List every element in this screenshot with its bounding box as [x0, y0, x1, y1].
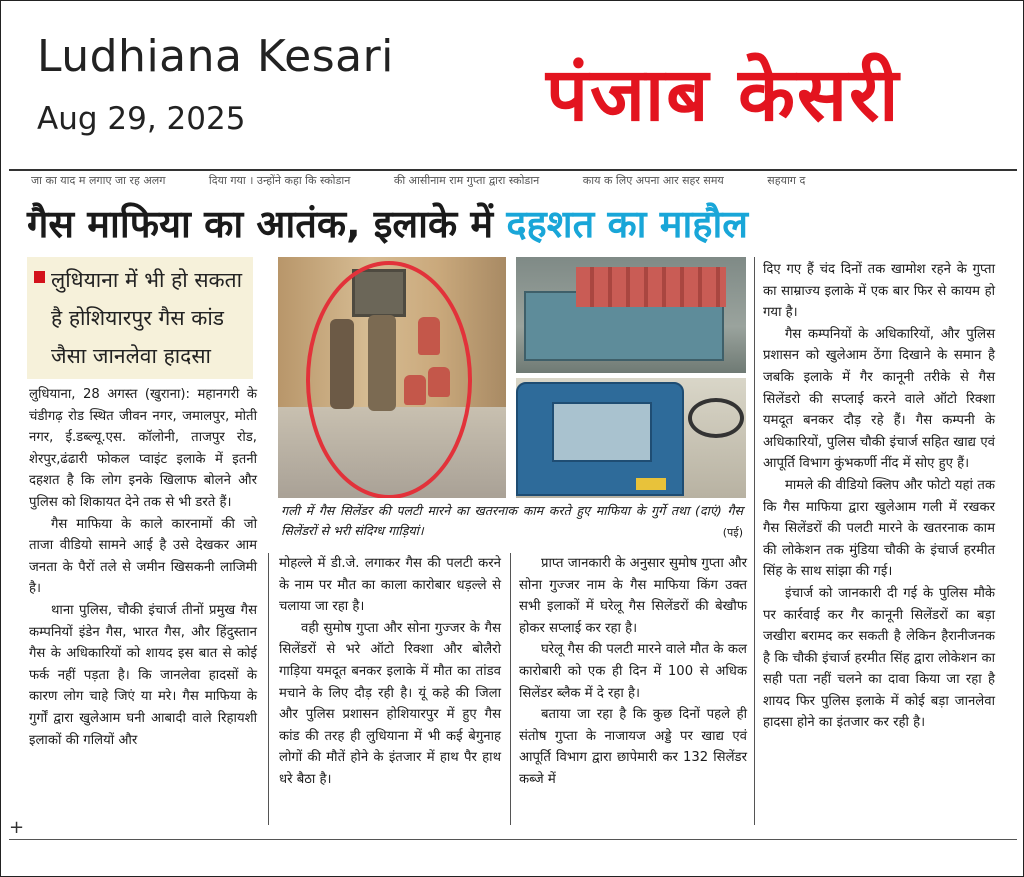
paragraph: गैस माफिया के काले कारनामों की जो ताजा वीडियो सामने आई है उसे देखकर आम जनता के पैरों तले से जमीन खिसकनी लाजिमी है।: [29, 516, 257, 597]
column-rule: [510, 553, 511, 825]
paragraph: लुधियाना, 28 अगस्त (खुराना): महानगरी के चंडीगढ़ रोड स्थित जीवन नगर, जमालपुर, मोती नगर, ई.डब्ल्यू.एस. कॉलोनी, ताजपुर रोड, शेरपुर,ढंढारी फोकल प्वाइंट इलाके में इतनी दहशत है कि लोग इनके खिलाफ बोलने और पुलिस को शिकायत देने तक से भी डरते हैं।: [29, 387, 257, 510]
crop-mark-icon: +: [9, 817, 25, 838]
strip-snippet: जा का याद म लगाए जा रह अलग: [31, 174, 166, 187]
caption-text: गली में गैस सिलेंडर की पलटी मारने का खतरनाक काम करते हुए माफिया के गुर्गे तथा (दाएं) गैस सिलेंडरों से भरी संदिग्ध गाड़ियां।: [281, 503, 743, 538]
paragraph: दिए गए हैं चंद दिनों तक खामोश रहने के गुप्ता का साम्राज्य इलाके में एक बार फिर से कायम हो गया है।: [763, 262, 995, 321]
article-column-3: [519, 553, 747, 791]
paragraph: थाना पुलिस, चौकी इंचार्ज तीनों प्रमुख गैस कम्पनियों इंडेन गैस, भारत गैस, और हिंदुस्तान गैस के अधिकारियों को शायद इस बात से कोई फर्क नहीं पड़ता है। कि जानलेवा हादसों के कारण लोग चाहे जिएं या मरे। गैस माफिया के गुर्गों द्वारा खुलेआम घनी आबादी वाले रिहायशी इलाकों की गलियों और: [29, 602, 257, 748]
strip-snippet: दिया गया । उन्होंने कहा कि स्कोडान: [208, 174, 351, 187]
column-rule: [268, 553, 269, 825]
photo-street-cylinders: [278, 257, 506, 498]
strip-snippet: काय क लिए अपना आर सहर समय: [582, 174, 724, 187]
paragraph: वही सुमोष गुप्ता और सोना गुज्जर के गैस सिलेंडरों से भरे ऑटो रिक्शा और बोलैरो गाड़िया यमदूत बनकर इलाके में मौत का तांडव मचाने के लिए दौड़ रही है। यूं कहे की जिला और पुलिस प्रशासन होशियारपुर में हुए गैस कांड की तरह ही लुधियाना में भी कई बेगुनाह लोगों की मौतें होने के इंतजार में हाथ पैर हाथ धरे बैठा है।: [279, 620, 501, 787]
footer-rule: [9, 839, 1017, 840]
article-column-4: [763, 259, 995, 734]
paragraph: गैस कम्पनियों के अधिकारियों, और पुलिस प्रशासन को खुलेआम ठेंगा दिखाने के समान है जबकि इलाके में गैर कानूनी तरीके से गैस सिलेंडरो की सप्लाई करने वाले ऑटो रिक्शा यमदूत बनकर दौड़ रहे हैं। गैस कम्पनी के अधिकारियों, पुलिस चौकी इंचार्ज सहित खाद्य एवं आपूर्ति विभाग कुंभकर्णी नींद में सोए हुए हैं।: [763, 326, 995, 472]
publication-name: Ludhiana Kesari: [37, 31, 394, 82]
paragraph: इंचार्ज को जानकारी दी गई के पुलिस मौके पर कार्रवाई कर गैर कानूनी सिलेंडरों का बड़ा जखीरा बरामद कर सकती है लेकिन हैरानीजनक है कि चौकी इंचार्ज हरमीत सिंह द्वारा लोकेशन का सही पता नहीं चलने का दावा किया जा रहा है शायद फिर पुलिस इलाके में कोई बड़ा जानलेवा हादसा होने का इंतजार कर रही है।: [763, 585, 995, 731]
highlight-circle: [306, 261, 472, 498]
article-column-2: [279, 553, 501, 791]
newspaper-logo: पंजाब केसरी: [546, 52, 901, 138]
photo-auto-rickshaw: [516, 378, 746, 498]
strip-snippet: सहयाग द: [767, 174, 806, 187]
article-kicker: [27, 257, 253, 379]
article-headline: [27, 197, 1017, 249]
headline-part-2: दहशत का माहौल: [506, 202, 749, 246]
paragraph: मोहल्ले में डी.जे. लगाकर गैस की पलटी करने के नाम पर मौत का काला कारोबार धड़ल्ले से चलाया जा रहा है।: [279, 556, 501, 615]
strip-snippet: की आसीनाम राम गुप्ता द्वारा स्कोडान: [393, 174, 540, 187]
article-column-1: [29, 384, 257, 751]
headline-part-1: गैस माफिया का आतंक, इलाके में: [27, 202, 494, 246]
paragraph: प्राप्त जानकारी के अनुसार सुमोष गुप्ता और सोना गुज्जर नाम के गैस माफिया किंग उक्त सभी इलाकों में घरेलू गैस सिलेंडरों की बेखौफ होकर सप्लाई कर रहा है।: [519, 556, 747, 636]
kicker-text: लुधियाना में भी हो सकता है होशियारपुर गैस कांड जैसा जानलेवा हादसा: [51, 268, 243, 368]
bullet-square-icon: [34, 271, 45, 283]
publication-date: Aug 29, 2025: [37, 101, 246, 137]
header-divider: [9, 169, 1017, 171]
photo-caption: [281, 501, 743, 543]
photo-truck-cylinders: [516, 257, 746, 373]
paragraph: मामले की वीडियो क्लिप और फोटो यहां तक कि गैस माफिया द्वारा खुलेआम गली में रखकर गैस सिलेंडरों की पलटी मारने के खतरनाक काम की लोकेशन तक मुंडिया चौकी के इंचार्ज हरमीत सिंह के साथ सांझा की गई।: [763, 477, 995, 580]
paragraph: घरेलू गैस की पलटी मारने वाले मौत के कल कारोबारी को एक ही दिन में 100 से अधिक सिलेंडर ब्लैक में दे रहा है।: [519, 642, 747, 701]
paragraph: बताया जा रहा है कि कुछ दिनों पहले ही संतोष गुप्ता के नाजायज अड्डे पर खाद्य एवं आपूर्ति विभाग द्वारा छापेमारी कर 132 सिलेंडर कब्जे में: [519, 707, 747, 787]
column-rule: [754, 257, 755, 825]
caption-credit: (पई): [722, 526, 743, 539]
cut-text-strip: [31, 173, 1021, 187]
